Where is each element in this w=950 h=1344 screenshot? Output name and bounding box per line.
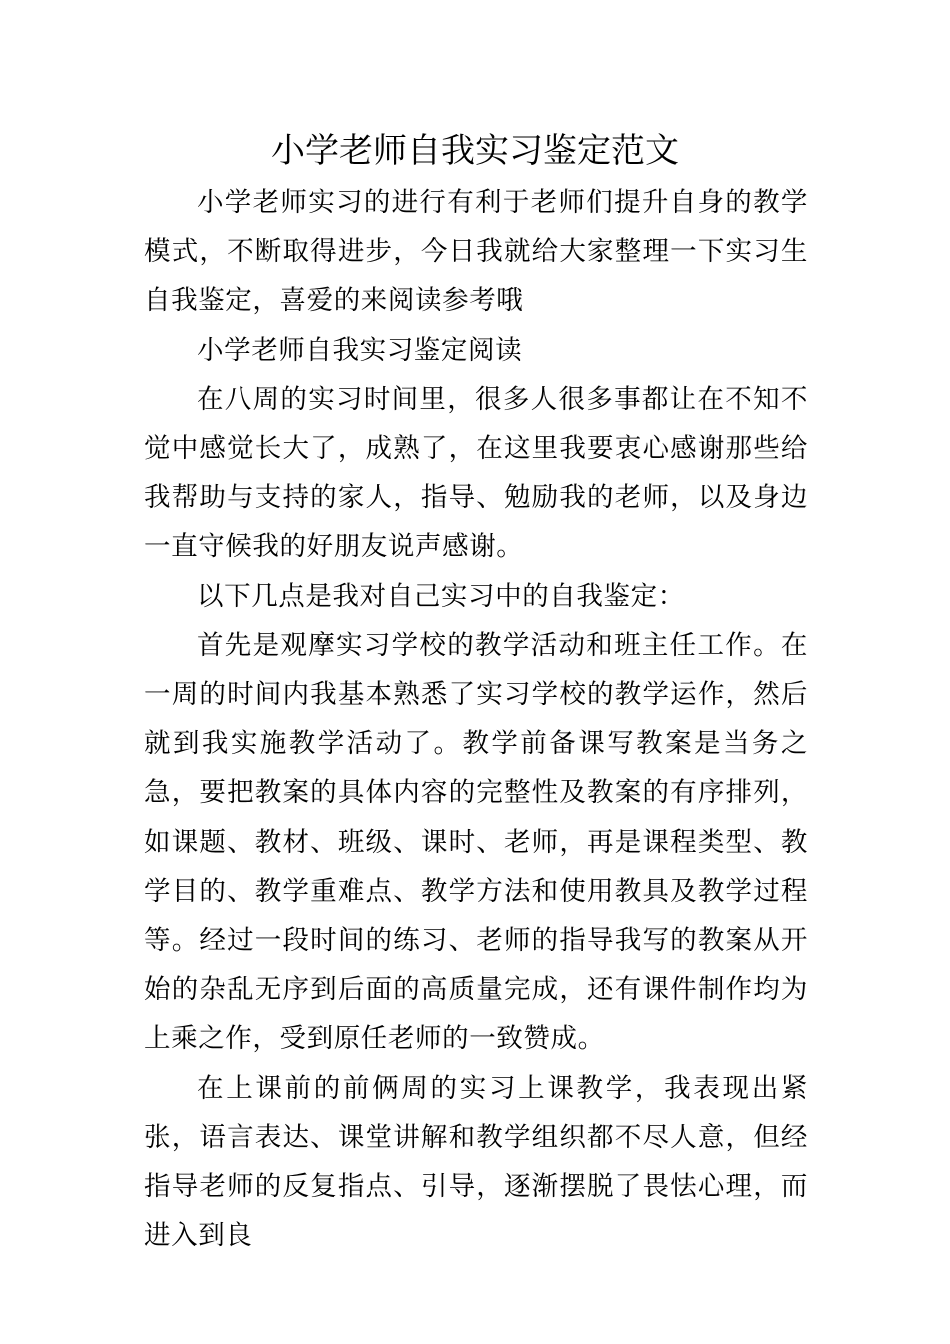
document-title: 小学老师自我实习鉴定范文 xyxy=(271,131,679,171)
paragraph-subheading: 小学老师自我实习鉴定阅读 xyxy=(197,334,523,366)
paragraph-summary-intro: 以下几点是我对自己实习中的自我鉴定： xyxy=(197,580,685,612)
paragraph-intro: 小学老师实习的进行有利于老师们提升自身的教学模式，不断取得进步，今日我就给大家整理一下实习生自我鉴定，喜爱的来阅读参考哦 xyxy=(144,187,808,317)
paragraph-observation: 首先是观摩实习学校的教学活动和班主任工作。在一周的时间内我基本熟悉了实习学校的教学运作，然后就到我实施教学活动了。教学前备课写教案是当务之急，要把教案的具体内容的完整性及教案的有序排列，如课题、教材、班级、课时、老师，再是课程类型、教学目的、教学重难点、教学方法和使用教具及教学过程等。经过一段时间的练习、老师的指导我写的教案从开始的杂乱无序到后面的高质量完成，还有课件制作均为上乘之作，受到原任老师的一致赞成。 xyxy=(144,629,808,1055)
document-body xyxy=(144,178,808,1260)
paragraph-teaching: 在上课前的前俩周的实习上课教学，我表现出紧张，语言表达、课堂讲解和教学组织都不尽人意，但经指导老师的反复指点、引导，逐渐摆脱了畏怯心理，而进入到良 xyxy=(144,1072,808,1252)
paragraph-gratitude: 在八周的实习时间里，很多人很多事都让在不知不觉中感觉长大了，成熟了，在这里我要衷心感谢那些给我帮助与支持的家人，指导、勉励我的老师，以及身边一直守候我的好朋友说声感谢。 xyxy=(144,383,808,563)
